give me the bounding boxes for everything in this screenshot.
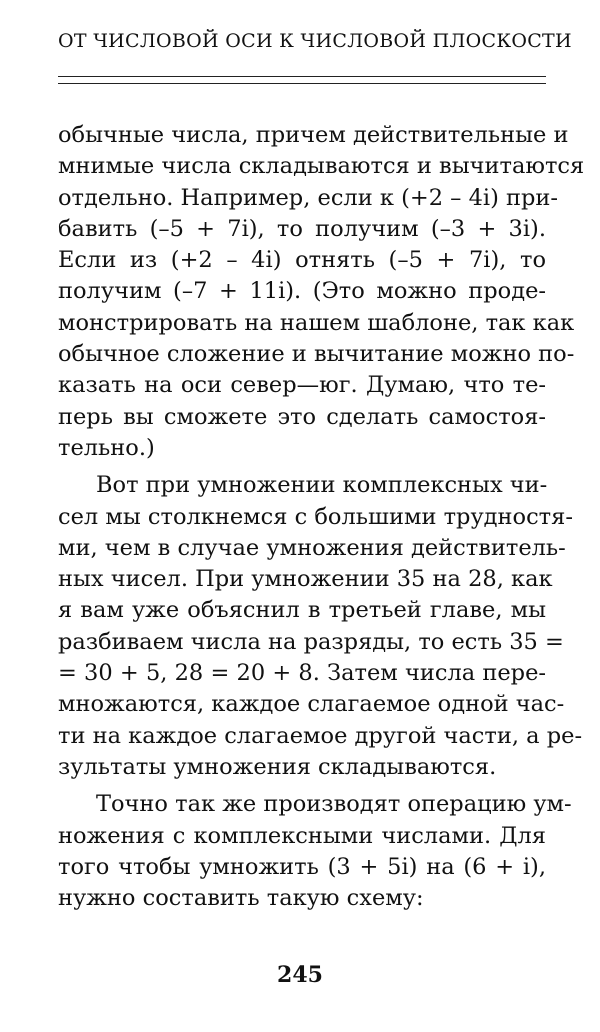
text-line: обычное сложение и вычитание можно по- bbox=[58, 341, 575, 368]
text-line: я вам уже объяснил в третьей главе, мы bbox=[58, 597, 546, 624]
paragraph-2 bbox=[58, 470, 583, 783]
text-line: того чтобы умножить (3 + 5i) на (6 + i), bbox=[58, 853, 546, 880]
text-line: отдельно. Например, если к (+2 – 4i) при- bbox=[58, 184, 559, 211]
text-line: нужно составить такую схему: bbox=[58, 885, 424, 912]
text-line: разбиваем числа на разряды, то есть 35 = bbox=[58, 628, 564, 655]
header-rule-top bbox=[58, 76, 546, 77]
text-line: ных чисел. При умножении 35 на 28, как bbox=[58, 566, 553, 593]
text-line: зультаты умножения складываются. bbox=[58, 753, 497, 780]
paragraph-1 bbox=[58, 120, 585, 464]
text-line: обычные числа, причем действительные и bbox=[58, 122, 569, 148]
text-line: Точно так же производят операцию ум- bbox=[96, 791, 572, 818]
running-header: ОТ ЧИСЛОВОЙ ОСИ К ЧИСЛОВОЙ ПЛОСКОСТИ bbox=[58, 30, 572, 52]
text-line: получим (–7 + 11i). (Это можно проде- bbox=[58, 278, 546, 305]
page-number: 245 bbox=[277, 962, 323, 988]
text-line: ми, чем в случае умножения действитель- bbox=[58, 534, 566, 561]
text-line: сел мы столкнемся с большими трудностя- bbox=[58, 503, 573, 530]
text-line: монстрировать на нашем шаблоне, так как bbox=[58, 309, 575, 336]
text-line: = 30 + 5, 28 = 20 + 8. Затем числа пере- bbox=[58, 660, 546, 687]
text-line: бавить (–5 + 7i), то получим (–3 + 3i). bbox=[58, 215, 546, 242]
header-rule-bottom bbox=[58, 83, 546, 84]
text-line: тельно.) bbox=[58, 434, 155, 461]
text-line: мнимые числа складываются и вычитаются bbox=[58, 153, 585, 180]
text-line: ти на каждое слагаемое другой части, а ре- bbox=[58, 722, 583, 749]
body-text bbox=[58, 120, 585, 914]
text-line: ножения с комплексными числами. Для bbox=[58, 822, 546, 849]
paragraph-3 bbox=[58, 789, 572, 914]
text-line: казать на оси север—юг. Думаю, что те- bbox=[58, 372, 546, 399]
text-line: множаются, каждое слагаемое одной час- bbox=[58, 691, 565, 718]
text-line: Вот при умножении комплексных чи- bbox=[96, 472, 548, 499]
text-line: Если из (+2 – 4i) отнять (–5 + 7i), то bbox=[58, 247, 546, 274]
text-line: перь вы сможете это сделать самостоя- bbox=[58, 403, 546, 430]
